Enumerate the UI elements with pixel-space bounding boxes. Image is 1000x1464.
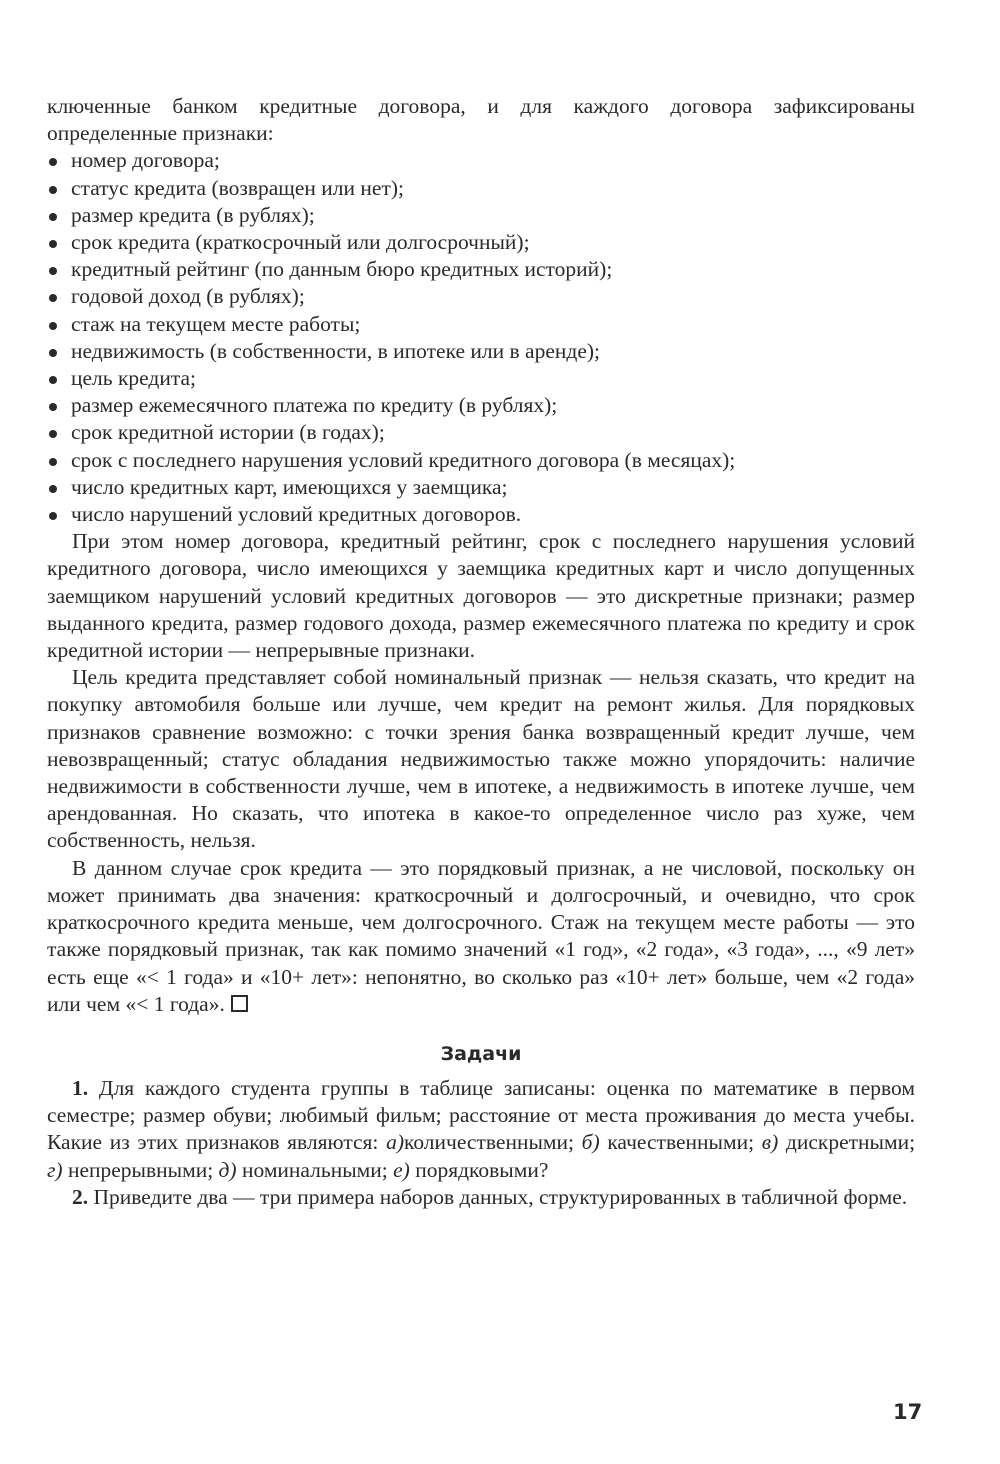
section-heading: Задачи — [440, 1042, 522, 1065]
body-paragraph: Цель кредита представляет собой номинальный признак — нельзя сказать, что кредит на покупку автомобиля больше или лучше, чем кредит на ремонт жилья. Для порядковых признаков сравнение возможно: с точки зрения банка возвращенный кредит лучше, чем невозвращенный; статус обладания недвижимостью также можно упорядочить: наличие недвижимости в собственности лучше, чем в ипотеке, а недвижимость в ипотеке лучше, чем арендованная. Но сказать, что ипотека в какое-то определенное число раз хуже, чем собственность, нельзя. — [47, 665, 915, 853]
body-paragraph-last — [47, 855, 915, 1018]
option-letter: а) — [386, 1130, 404, 1155]
option-letter: в) — [761, 1130, 779, 1155]
list-item — [47, 256, 915, 283]
feature-list — [47, 147, 915, 528]
bullet-icon — [49, 485, 57, 493]
option-text: количественными; — [403, 1130, 574, 1155]
list-item — [47, 229, 915, 256]
bullet-icon — [49, 158, 57, 166]
list-item-text: номер договора; — [71, 148, 220, 173]
option-text: порядковыми? — [415, 1157, 549, 1182]
bullet-icon — [49, 430, 57, 438]
list-item-text: цель кредита; — [71, 366, 197, 391]
option-text: дискретными; — [785, 1130, 916, 1155]
list-item-text: размер ежемесячного платежа по кредиту (в рублях); — [71, 393, 558, 418]
list-item-text: кредитный рейтинг (по данным бюро кредитных историй); — [71, 257, 613, 282]
list-item-text: число нарушений условий кредитных договоров. — [71, 502, 522, 527]
task-text: Для каждого студента группы в таблице записаны: оценка по математике в первом семестре; размер обуви; любимый фильм; расстояние от места проживания до места учебы. Какие из этих признаков являются: — [47, 1075, 916, 1155]
bullet-icon — [49, 458, 57, 466]
bullet-icon — [49, 213, 57, 221]
option-text: качественными; — [607, 1130, 755, 1155]
page-number: 17 — [893, 1400, 923, 1424]
bullet-icon — [49, 267, 57, 275]
list-item-text: срок кредита (краткосрочный или долгосрочный); — [71, 230, 530, 255]
list-item-text: статус кредита (возвращен или нет); — [71, 175, 404, 200]
list-item — [47, 392, 915, 419]
bullet-icon — [49, 349, 57, 357]
bullet-icon — [49, 186, 57, 194]
list-item — [47, 283, 915, 310]
option-letter: б) — [581, 1130, 600, 1155]
list-item — [47, 419, 915, 446]
list-item — [47, 175, 915, 202]
list-item — [47, 365, 915, 392]
list-item — [47, 311, 915, 338]
intro-paragraph: ключенные банком кредитные договора, и для каждого договора зафиксированы определенные признаки: — [47, 94, 915, 146]
option-letter: г) — [47, 1157, 63, 1182]
task-1 — [47, 1075, 915, 1184]
list-item — [47, 338, 915, 365]
option-text: номинальными; — [241, 1157, 388, 1182]
bullet-icon — [49, 403, 57, 411]
option-letter: д) — [218, 1157, 237, 1182]
list-item-text: число кредитных карт, имеющихся у заемщика; — [71, 474, 508, 499]
list-item — [47, 501, 915, 528]
list-item-text: размер кредита (в рублях); — [71, 202, 315, 227]
task-number: 2. — [72, 1184, 89, 1209]
list-item — [47, 202, 915, 229]
page-body — [47, 93, 915, 1211]
bullet-icon — [49, 240, 57, 248]
end-of-proof-square-icon — [231, 995, 248, 1012]
list-item-text: недвижимость (в собственности, в ипотеке или в аренде); — [71, 338, 601, 363]
list-item — [47, 474, 915, 501]
list-item-text: годовой доход (в рублях); — [71, 284, 305, 309]
bullet-icon — [49, 376, 57, 384]
bullet-icon — [49, 512, 57, 520]
option-letter: е) — [393, 1157, 410, 1182]
bullet-icon — [49, 294, 57, 302]
list-item-text: срок кредитной истории (в годах); — [71, 420, 385, 445]
body-paragraph: При этом номер договора, кредитный рейтинг, срок с последнего нарушения условий кредитного договора, число имеющихся у заемщика кредитных карт и число допущенных заемщиком нарушений условий кредитных договоров — это дискретные признаки; размер выданного кредита, размер годового дохода, размер ежемесячного платежа по кредиту и срок кредитной истории — непрерывные признаки. — [47, 529, 915, 663]
task-text: Приведите два — три примера наборов данных, структурированных в табличной форме. — [93, 1184, 908, 1209]
list-item-text: стаж на текущем месте работы; — [71, 311, 361, 336]
option-text: непрерывными; — [67, 1157, 214, 1182]
list-item — [47, 147, 915, 174]
bullet-icon — [49, 322, 57, 330]
list-item-text: срок с последнего нарушения условий кредитного договора (в месяцах); — [71, 447, 736, 472]
task-2 — [47, 1184, 915, 1211]
list-item — [47, 447, 915, 474]
task-number: 1. — [72, 1075, 89, 1100]
paragraph-text: В данном случае срок кредита — это порядковый признак, а не числовой, поскольку он может принимать два значения: краткосрочный и долгосрочный, и очевидно, что срок краткосрочного кредита меньше, чем долгосрочного. Стаж на текущем месте работы — это также порядковый признак, так как помимо значений «1 год», «2 года», «3 года», ..., «9 лет» есть еще «< 1 года» и «10+ лет»: непонятно, во сколько раз «10+ лет» больше, чем «2 года» или чем «< 1 года». — [47, 855, 915, 1016]
